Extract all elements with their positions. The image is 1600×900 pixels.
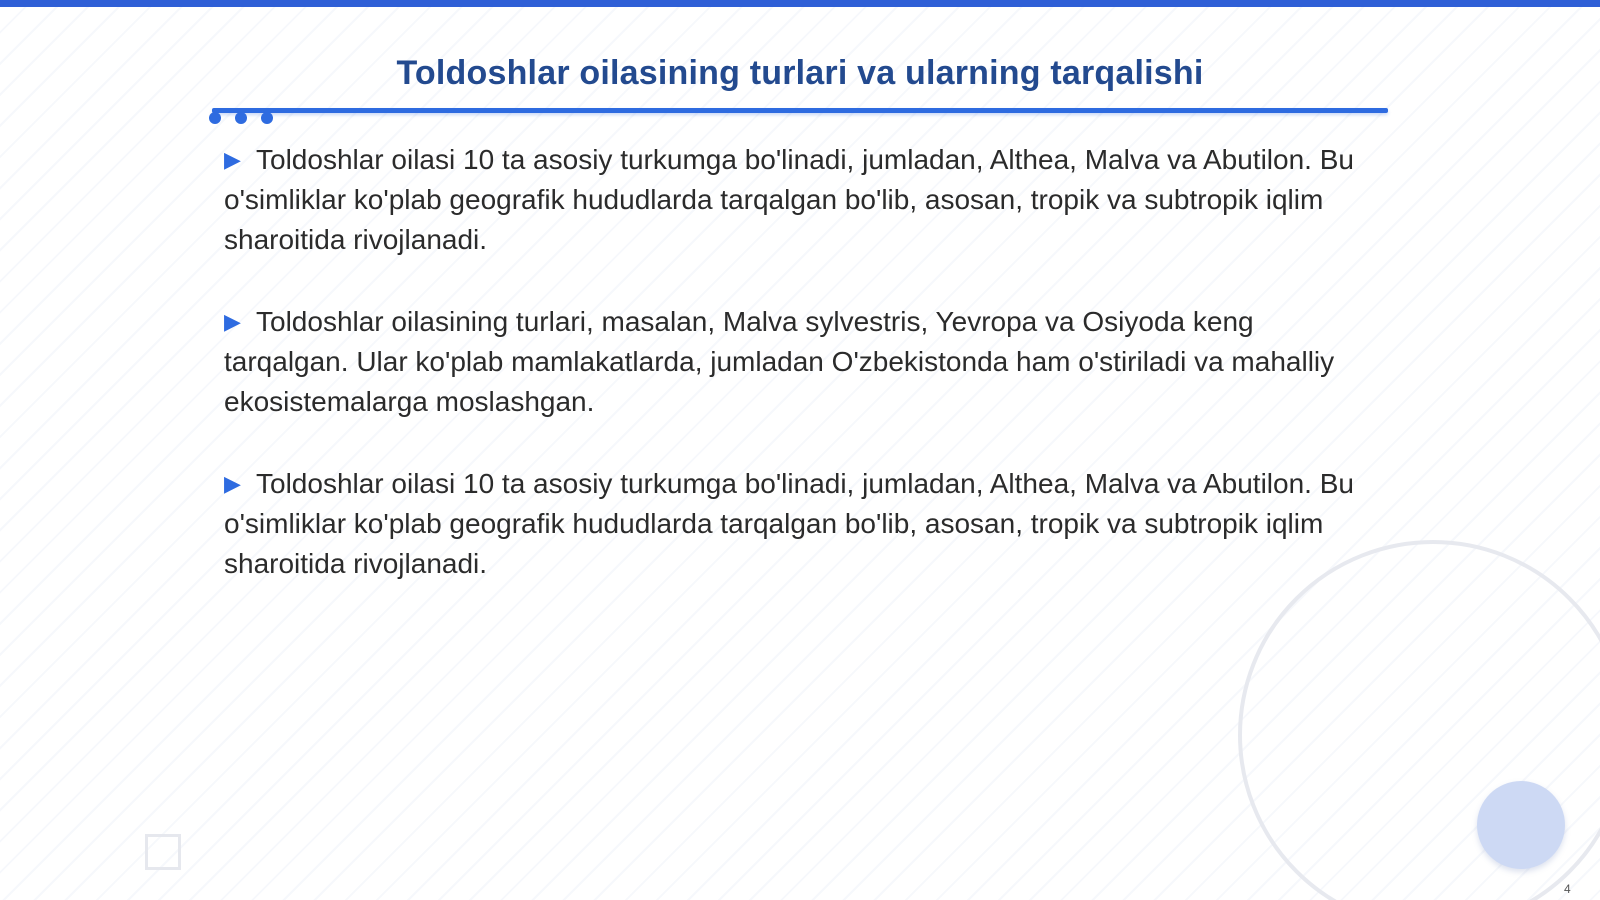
- title-underline: [212, 108, 1388, 113]
- bullet-paragraph: [224, 140, 1374, 260]
- decorative-square: [145, 834, 181, 870]
- decorative-dot: [209, 112, 221, 124]
- bullet-triangle-icon: ▶: [224, 309, 241, 334]
- page-number: 4: [1564, 882, 1571, 896]
- bullet-triangle-icon: ▶: [224, 147, 241, 172]
- paragraph-text: Toldoshlar oilasining turlari, masalan, Malva sylvestris, Yevropa va Osiyoda keng tarqalgan. Ular ko'plab mamlakatlarda, jumladan O'zbekistonda ham o'stiriladi va mahalliy ekosistemalarga moslashgan.: [224, 306, 1335, 417]
- decorative-dot: [235, 112, 247, 124]
- top-accent-bar: [0, 0, 1600, 7]
- slide-title: Toldoshlar oilasining turlari va ularning tarqalishi: [396, 54, 1204, 92]
- bullet-paragraph: [224, 464, 1374, 584]
- decorative-circle: [1477, 781, 1565, 869]
- bullet-triangle-icon: ▶: [224, 471, 241, 496]
- paragraph-text: Toldoshlar oilasi 10 ta asosiy turkumga bo'linadi, jumladan, Althea, Malva va Abutilon. Bu o'simliklar ko'plab geografik hududlarda tarqalgan bo'lib, asosan, tropik va subtropik iqlim sharoitida rivojlanadi.: [224, 144, 1354, 255]
- paragraph-text: Toldoshlar oilasi 10 ta asosiy turkumga bo'linadi, jumladan, Althea, Malva va Abutilon. Bu o'simliklar ko'plab geografik hududlarda tarqalgan bo'lib, asosan, tropik va subtropik iqlim sharoitida rivojlanadi.: [224, 468, 1354, 579]
- decorative-dot: [261, 112, 273, 124]
- slide-body: [224, 140, 1374, 626]
- bullet-paragraph: [224, 302, 1374, 422]
